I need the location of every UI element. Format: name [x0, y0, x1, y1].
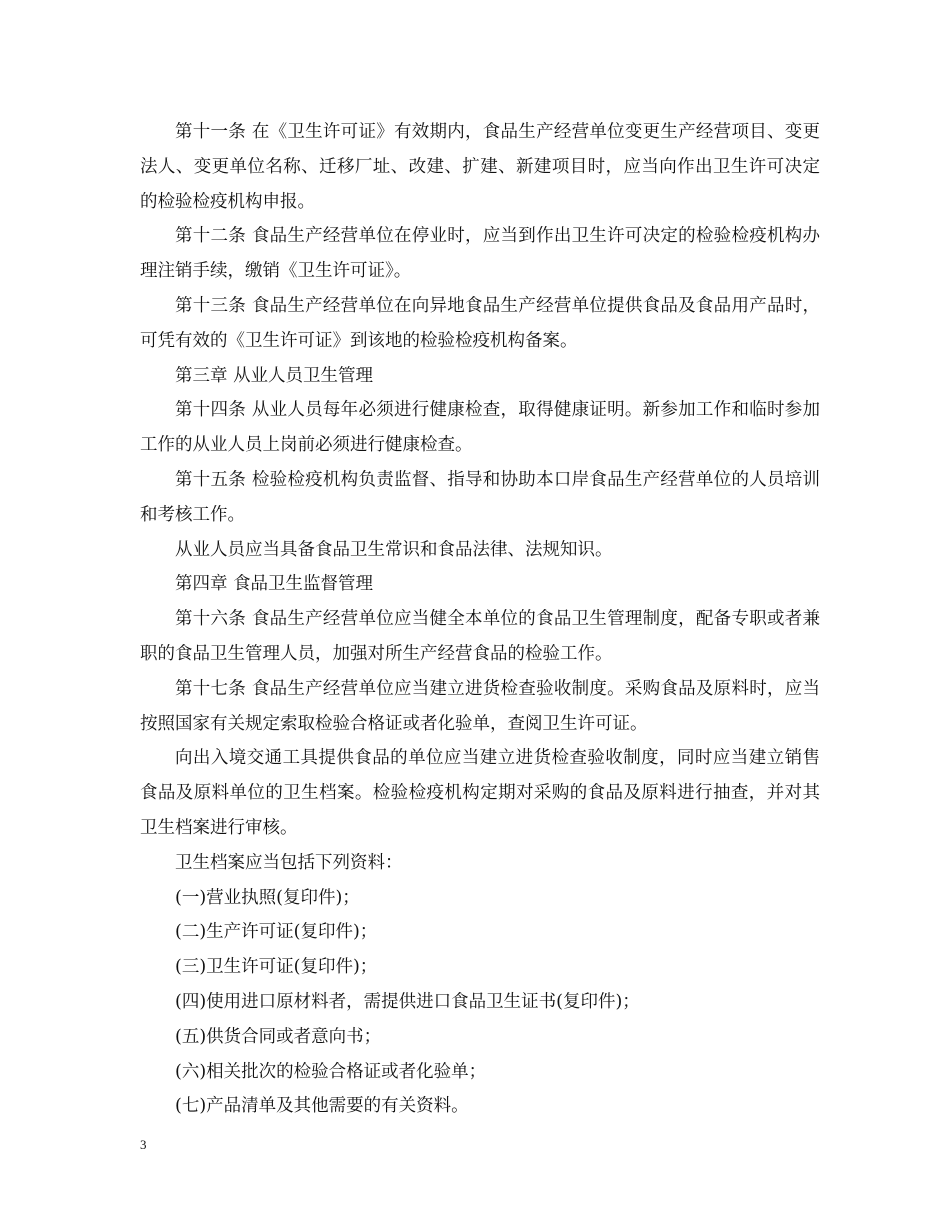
- document-body: [140, 115, 820, 1124]
- paragraph-article-11: 第十一条 在《卫生许可证》有效期内，食品生产经营单位变更生产经营项目、变更法人、变更单位名称、迁移厂址、改建、扩建、新建项目时，应当向作出卫生许可决定的检验检疫机构申报。: [140, 122, 820, 212]
- list-item: (五)供货合同或者意向书；: [175, 1026, 382, 1047]
- paragraph-article-17-cont: 向出入境交通工具提供食品的单位应当建立进货检查验收制度，同时应当建立销售食品及原料单位的卫生档案。检验检疫机构定期对采购的食品及原料进行抽查，并对其卫生档案进行审核。: [140, 748, 820, 838]
- paragraph-article-17: 第十七条 食品生产经营单位应当建立进货检查验收制度。采购食品及原料时，应当按照国家有关规定索取检验合格证或者化验单，查阅卫生许可证。: [140, 678, 820, 734]
- paragraph-article-16: 第十六条 食品生产经营单位应当健全本单位的食品卫生管理制度，配备专职或者兼职的食品卫生管理人员，加强对所生产经营食品的检验工作。: [140, 609, 820, 664]
- paragraph-article-13: 第十三条 食品生产经营单位在向异地食品生产经营单位提供食品及食品用产品时，可凭有效的《卫生许可证》到该地的检验检疫机构备案。: [140, 295, 820, 351]
- list-item: (七)产品清单及其他需要的有关资料。: [175, 1096, 469, 1117]
- paragraph-article-15-cont: 从业人员应当具备食品卫生常识和食品法律、法规知识。: [175, 539, 613, 560]
- paragraph-article-12: 第十二条 食品生产经营单位在停业时，应当到作出卫生许可决定的检验检疫机构办理注销手续，缴销《卫生许可证》。: [140, 226, 820, 282]
- paragraph-article-14: 第十四条 从业人员每年必须进行健康检查，取得健康证明。新参加工作和临时参加工作的从业人员上岗前必须进行健康检查。: [140, 400, 820, 456]
- list-item: (六)相关批次的检验合格证或者化验单；: [175, 1061, 487, 1082]
- list-item: (四)使用进口原材料者，需提供进口食品卫生证书(复印件)；: [175, 991, 640, 1012]
- list-item: (三)卫生许可证(复印件)；: [175, 957, 378, 978]
- chapter-heading-3: 第三章 从业人员卫生管理: [175, 365, 374, 386]
- paragraph-records-intro: 卫生档案应当包括下列资料：: [175, 852, 403, 873]
- list-item: (二)生产许可证(复印件)；: [175, 922, 378, 943]
- list-item: (一)营业执照(复印件)；: [175, 887, 360, 908]
- page-number: 3: [140, 1137, 147, 1152]
- chapter-heading-4: 第四章 食品卫生监督管理: [175, 574, 374, 595]
- paragraph-article-15: 第十五条 检验检疫机构负责监督、指导和协助本口岸食品生产经营单位的人员培训和考核工作。: [140, 469, 820, 525]
